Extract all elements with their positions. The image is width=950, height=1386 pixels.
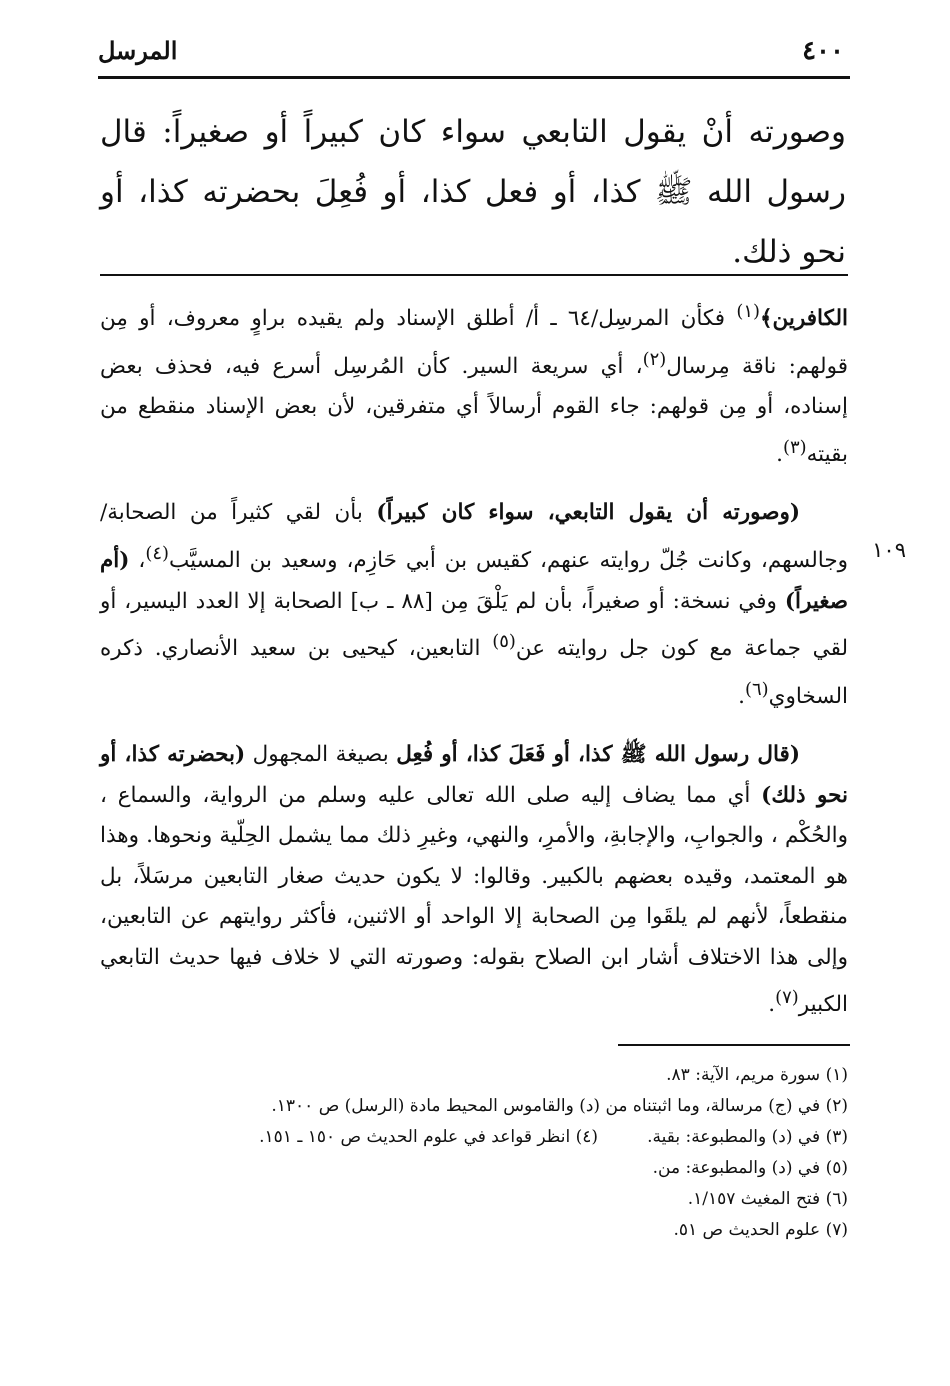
page-number: ٤٠٠ — [802, 36, 844, 66]
matn-separator — [100, 274, 848, 276]
text-span: التابعين، كيحيى بن سعيد الأنصاري. ذكره السخاوي — [100, 636, 848, 709]
text-span: وفي نسخة: أو صغيراً، بأن لم يَلْقَ مِن [٨٨ ـ ب] الصحابة إلا العدد اليسير، أو لقي جماعة مع كون جل روايته عن — [100, 588, 848, 662]
bold-phrase: (قال رسول الله ﷺ كذا، أو فَعَلَ كذا، أو فُعِل — [396, 742, 800, 768]
commentary-paragraph — [100, 292, 848, 475]
running-title: المرسل — [98, 36, 178, 65]
footnote: (٢) في (ج) مرسالة، وما اثبتناه من (د) والقاموس المحيط مادة (الرسل) ص ١٣٠٠. — [271, 1096, 848, 1116]
manuscript-folio-number: ١٠٩ — [872, 538, 906, 562]
footnote-ref: (١) — [736, 301, 760, 322]
footnote-ref: (٧) — [775, 987, 799, 1009]
footnote: (٦) فتح المغيث ١/١٥٧. — [687, 1189, 848, 1209]
bold-phrase: (أم صغيراً) — [100, 548, 848, 614]
footnote: (٣) في (د) والمطبوعة: بقية. — [647, 1127, 848, 1147]
text-span: . — [768, 992, 776, 1018]
commentary — [100, 292, 848, 1044]
text-span: بأن لقي كثيراً من الصحابة/ وجالسهم، وكانت جُلّ روايته عنهم، كقيس بن أبي حَازِم، وسعيد بن المسيَّب — [100, 500, 848, 574]
text-span: بصيغة المجهول — [245, 742, 397, 768]
footnote-ref: (٥) — [492, 631, 516, 653]
footnote: (٧) علوم الحديث ص ٥١. — [673, 1220, 848, 1240]
header-rule — [98, 76, 850, 79]
bold-phrase: الكافرين﴾ — [759, 306, 848, 332]
footnote-ref: (٣) — [783, 436, 807, 458]
footnote: (٤) انظر قواعد في علوم الحديث ص ١٥٠ ـ ١٥١. — [259, 1127, 598, 1147]
bold-phrase: (وصورته أن يقول التابعي، سواء كان كبيراً) — [376, 500, 801, 526]
commentary-paragraph — [100, 493, 848, 717]
text-span: ، — [129, 548, 146, 574]
text-span: أي مما يضاف إليه صلى الله تعالى عليه وسلم من الرواية، والسماع ، والحُكْم ، والجوابِ، والإجابةِ، والأمرِ، والنهي، وغيرِ ذلك مما يشمل الحِلّية ونحوها. وهذا هو المعتمد، وقيده بعضهم بالكبير. وقالوا: لا يكون حديث صغار التابعين مرسَلاً، بل منقطعاً، لأنهم لم يلقَوا مِن الصحابة إلا الواحد أو الاثنين، فأكثر روايتهم عن التابعين، وإلى هذا الاختلاف أشار ابن الصلاح بقوله: وصورته التي لا خلاف فيها حديث التابعي الكبير — [100, 782, 848, 1018]
matn-text: وصورته أنْ يقول التابعي سواء كان كبيراً أو صغيراً: قال رسول الله ﷺ كذا، أو فعل كذا، أو فُعِلَ بحضرته كذا، أو نحو ذلك. — [100, 114, 846, 270]
footnotes-rule — [618, 1044, 850, 1046]
bold-phrase: (بحضرته كذا، أو نحو ذلك) — [100, 742, 849, 808]
text-span: ، أي سريعة السير. كأن المُرسِل أسرع فيه، فحذف بعض إسناده، أو مِن قولهم: جاء القوم أرسالاً أي متفرقين، لأن بعض الإسناد منقطع من بقيته — [100, 353, 848, 467]
footnote-ref: (٦) — [745, 678, 769, 700]
footnote-ref: (٤) — [145, 542, 169, 564]
text-span: . — [738, 683, 746, 709]
footnote: (٥) في (د) والمطبوعة: من. — [652, 1158, 848, 1178]
commentary-paragraph — [100, 735, 848, 1026]
footnote: (١) سورة مريم، الآية: ٨٣. — [666, 1065, 848, 1085]
page-header — [98, 28, 850, 76]
text-span: فكأن المرسِل/٦٤ ـ أ/ أطلق الإسناد ولم يقيده براوٍ معروف، أو مِن قولهم: ناقة مِرسال — [100, 306, 848, 379]
text-span: . — [776, 441, 783, 467]
footnote-ref: (٢) — [642, 348, 667, 370]
footnotes — [100, 1060, 848, 1246]
